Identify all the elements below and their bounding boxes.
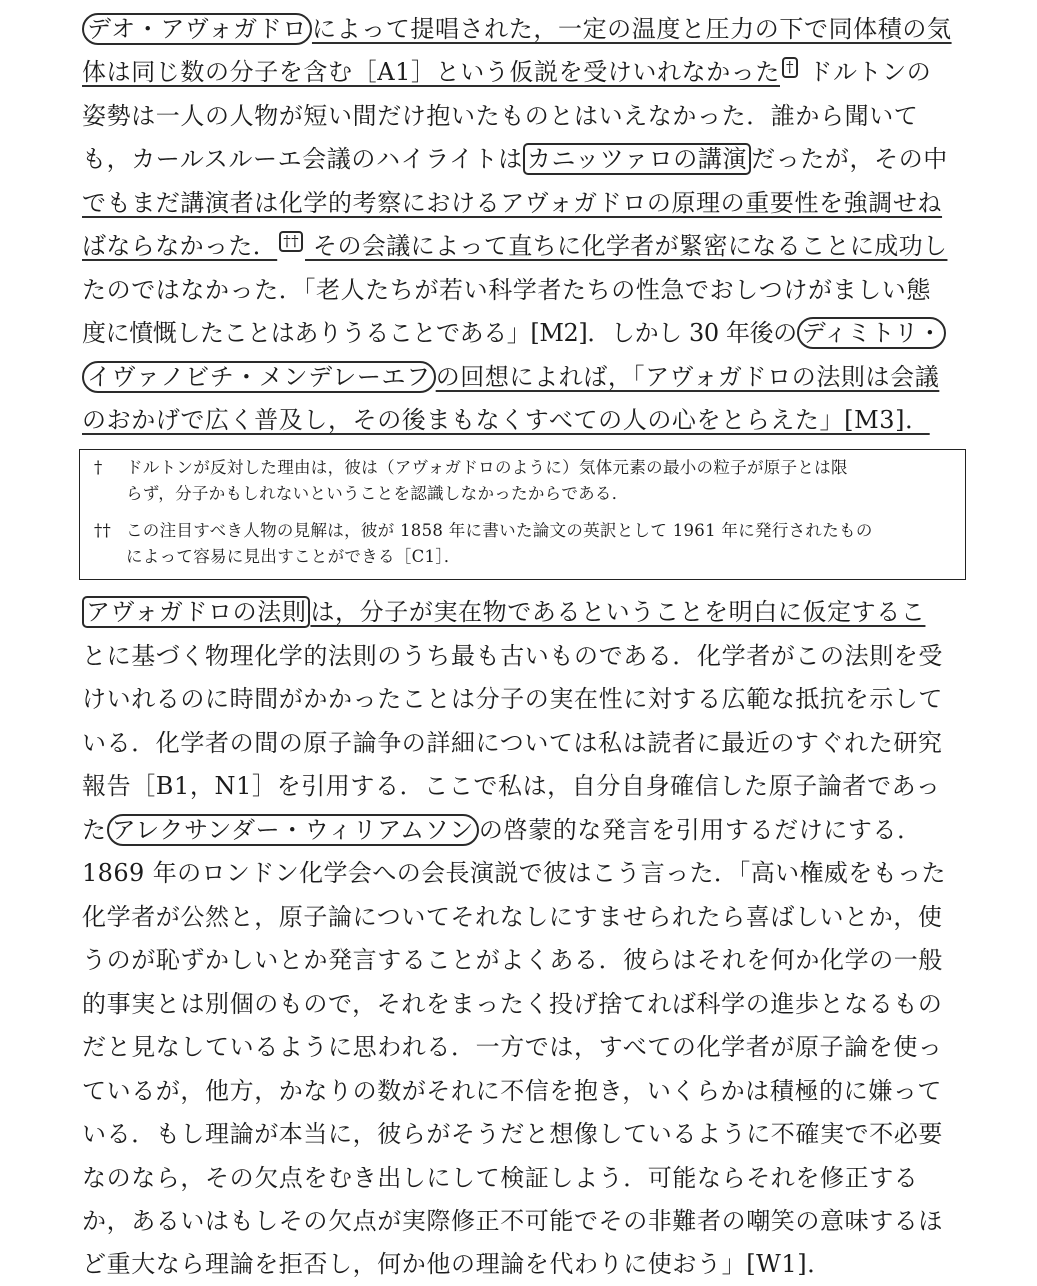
footnote-mark: ††: [94, 521, 112, 540]
circled-name: アレクサンダー・ウィリアムソン: [107, 814, 479, 846]
footnote-dagger-marker: †: [782, 57, 798, 78]
underlined-text: ばならなかった．: [82, 232, 278, 260]
text-segment: だったが，その中: [751, 145, 948, 173]
text-line: [82, 815, 952, 845]
underlined-text: その会議によって直ちに化学者が緊密になることに成功し: [305, 232, 948, 260]
underlined-text: の回想によれば，「アヴォガドロの法則は会議: [435, 363, 940, 391]
footnote-mark: †: [94, 458, 103, 477]
text-line: なのなら，その欠点をむき出しにして検証しよう．可能ならそれを修正する: [82, 1164, 919, 1192]
circled-name: ディミトリ・: [797, 317, 947, 349]
text-segment: 度に憤慨したことはありうることである」[M2]．しかし 30 年後の: [82, 319, 797, 347]
text-line: [82, 57, 952, 87]
text-line: 的事実とは別個のもので，それをまったく投げ捨てれば科学の進歩となるもの: [82, 990, 943, 1018]
text-line: たのではなかった．「老人たちが若い科学者たちの性急でおしつけがましい態: [82, 276, 931, 304]
text-line: いる．化学者の間の原子論争の詳細については私は読者に最近のすぐれた研究: [82, 729, 943, 757]
underlined-text: によって提唱された，一定の温度と圧力の下で同体積の気: [311, 15, 952, 43]
text-segment: ドルトンの: [800, 58, 932, 86]
footnote-line: らず，分子かもしれないということを認識しなかったからである．: [126, 484, 629, 503]
footnote-double-dagger-marker: ††: [279, 231, 303, 252]
text-line: ど重大なら理論を拒否し，何か他の理論を代わりに使おう」[W1]．: [82, 1250, 832, 1278]
boxed-term: カニッツァロの講演: [523, 143, 751, 175]
text-line: だと見なしているように思われる．一方では，すべての化学者が原子論を使っ: [82, 1033, 943, 1061]
underlined-text: は，分子が実在物であるということを明白に仮定するこ: [310, 598, 926, 626]
footnote-line: ドルトンが反対した理由は，彼は（アヴォガドロのように）気体元素の最小の粒子が原子とは限: [126, 458, 848, 477]
text-line: [82, 231, 952, 261]
text-line: か，あるいはもしその欠点が実際修正不可能でその非難者の嘲笑の意味するほ: [82, 1207, 943, 1235]
text-line: うのが恥ずかしいとか発言することがよくある．彼らはそれを何か化学の一般: [82, 946, 943, 974]
text-line: [82, 362, 952, 392]
footnote-line: によって容易に見出すことができる［C1］．: [126, 547, 461, 566]
text-line: 1869 年のロンドン化学会への会長演説で彼はこう言った．「高い権威をもった: [82, 859, 946, 887]
text-segment: も，カールスルーエ会議のハイライトは: [82, 145, 523, 173]
text-line: 姿勢は一人の人物が短い間だけ抱いたものとはいえなかった．誰から聞いて: [82, 102, 919, 130]
text-line: いる．もし理論が本当に，彼らがそうだと想像しているように不確実で不必要: [82, 1120, 943, 1148]
footnote-line: この注目すべき人物の見解は，彼が 1858 年に書いた論文の英訳として 1961 年に発行されたもの: [126, 521, 873, 540]
text-line: でもまだ講演者は化学的考察におけるアヴォガドロの原理の重要性を強調せね: [82, 189, 943, 217]
text-line: [82, 318, 952, 348]
text-line: 報告［B1，N1］を引用する．ここで私は，自分自身確信した原子論者であっ: [82, 772, 941, 800]
underlined-text: 体は同じ数の分子を含む［A1］という仮説を受けいれなかった: [82, 58, 780, 86]
text-line: とに基づく物理化学的法則のうち最も古いものである．化学者がこの法則を受: [82, 642, 943, 670]
text-line: [82, 144, 952, 174]
text-line: [82, 14, 952, 44]
text-segment: た: [82, 816, 107, 844]
circled-name: デオ・アヴォガドロ: [82, 13, 312, 45]
text-line: 化学者が公然と，原子論についてそれなしにすませられたら喜ばしいとか，使: [82, 903, 943, 931]
text-line: けいれるのに時間がかかったことは分子の実在性に対する広範な抵抗を示して: [82, 685, 943, 713]
text-line: ているが，他方，かなりの数がそれに不信を抱き，いくらかは積極的に嫌って: [82, 1077, 943, 1105]
boxed-term: アヴォガドロの法則: [82, 596, 310, 628]
circled-name: イヴァノビチ・メンデレーエフ: [82, 361, 436, 393]
footnote-box: [79, 449, 966, 580]
text-segment: の啓蒙的な発言を引用するだけにする．: [478, 816, 922, 844]
text-line: [82, 597, 952, 627]
text-line: のおかげで広く普及し，その後まもなくすべての人の心をとらえた」[M3]．: [82, 406, 930, 434]
